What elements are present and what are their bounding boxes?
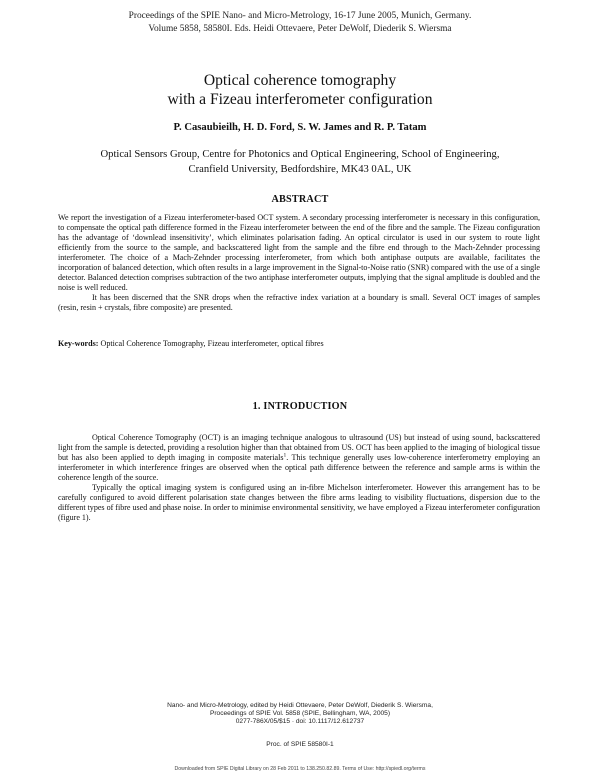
publication-footer	[0, 702, 600, 727]
intro-paragraph-2: Typically the optical imaging system is configured using an in-fibre Michelson interferometer. However this arrangement has to be carefully configured to avoid different polarisation state changes between the fibre arms leading to visibility fluctuations, dispersion due to the different types of fibre used and phase noise. In order to minimise environmental sensitivity, we have employed a Fizeau interferometer configuration (figure 1).	[58, 483, 540, 523]
header-line-2: Volume 5858, 58580I. Eds. Heidi Ottevaere, Peter DeWolf, Diederik S. Wiersma	[148, 24, 452, 34]
footer-line-3: 0277-786X/05/$15 · doi: 10.1117/12.612737	[235, 718, 365, 726]
abstract-paragraph-2: It has been discerned that the SNR drops when the refractive index variation at a boundary is small. Several OCT images of samples (resin, resin + crystals, fibre composite) are presented.	[58, 293, 540, 313]
affiliation-line-2: Cranfield University, Bedfordshire, MK43 0AL, UK	[188, 164, 412, 175]
intro-p1-text-a: Optical Coherence Tomography (OCT) is an imaging technique analogous to ultrasound (US) but instead of using sound, backscattered light from the sample is detected, providing a resolution higher than that obtained from US. OCT has been applied to the imaging of biological tissue but has also been applied to depth imaging in composite materials	[58, 433, 540, 463]
intro-paragraph-1	[58, 433, 540, 483]
header-line-1: Proceedings of the SPIE Nano- and Micro-Metrology, 16-17 June 2005, Munich, Germany.	[128, 11, 472, 21]
abstract-paragraph-1: We report the investigation of a Fizeau interferometer-based OCT system. A secondary processing interferometer is necessary in this configuration, to compensate the optical path difference formed in the Fizeau interferometer between the end of the fibre and the sample. The Fizeau configuration has the advantage of ‘downlead insensitivity’, which eliminates polarisation fading. An optical circulator is used in our system to route light efficiently from the source to the sample, and backscattered light from the sample and the fibre end through to the Mach-Zehnder processing interferometer. The choice of a Mach-Zehnder processing interferometer, from which both antiphase outputs are available, facilitates the incorporation of balanced detection, which often results in a large improvement in the Signal-to-Noise ratio (SNR) compared with the use of a single detector. Balanced detection comprises subtraction of the two antiphase interferometer outputs, implying that the signal amplitude is doubled and the noise is well reduced.	[58, 213, 540, 293]
footer-line-1: Nano- and Micro-Metrology, edited by Heidi Ottevaere, Peter DeWolf, Diederik S. Wiersma,	[167, 702, 433, 709]
title-line-2: with a Fizeau interferometer configuration	[167, 91, 433, 108]
page-number: Proc. of SPIE 58580I-1	[266, 741, 334, 748]
abstract-body	[58, 213, 540, 313]
introduction-body	[58, 433, 540, 523]
intro-p1-text-b: . This technique generally uses low-coherence interferometry employing an interferometer in which interference fringes are observed when the optical path difference between the reference and sample arms is within the coherence length of the source.	[58, 453, 540, 483]
title-line-1: Optical coherence tomography	[203, 72, 397, 89]
introduction-heading: 1. INTRODUCTION	[252, 401, 348, 412]
keywords	[58, 339, 540, 348]
abstract-heading: ABSTRACT	[271, 194, 329, 205]
download-notice: Downloaded from SPIE Digital Library on 28 Feb 2011 to 138.250.82.89. Terms of Use: http://spiedl.org/terms	[174, 766, 426, 772]
authors: P. Casaubieilh, H. D. Ford, S. W. James and R. P. Tatam	[173, 122, 427, 133]
affiliation-line-1: Optical Sensors Group, Centre for Photonics and Optical Engineering, School of Engineering,	[100, 149, 500, 160]
reference-superscript: 1	[283, 452, 287, 459]
affiliation	[0, 147, 600, 177]
proceedings-header	[0, 10, 600, 36]
footer-line-2: Proceedings of SPIE Vol. 5858 (SPIE, Bellingham, WA, 2005)	[209, 710, 391, 718]
keywords-label: Key-words:	[58, 339, 99, 348]
keywords-text: Optical Coherence Tomography, Fizeau interferometer, optical fibres	[100, 339, 324, 348]
paper-title	[0, 71, 600, 109]
